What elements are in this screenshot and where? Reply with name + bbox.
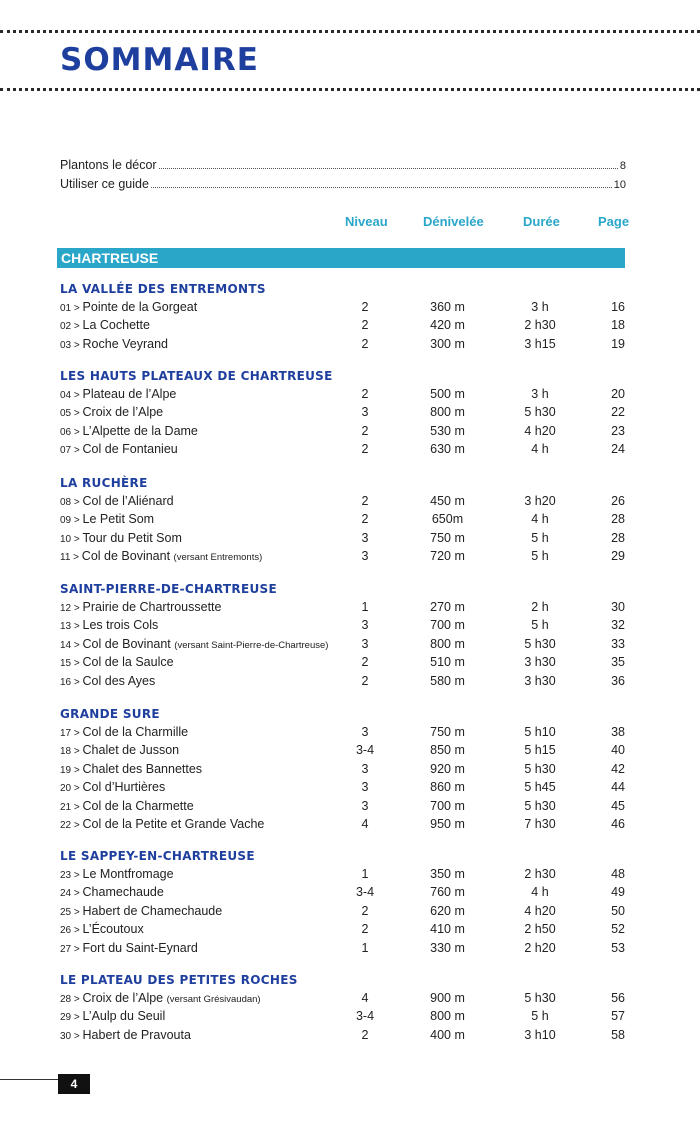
region-title: CHARTREUSE bbox=[61, 250, 159, 266]
hike-elevation: 580 m bbox=[430, 673, 465, 688]
hike-name-cell bbox=[60, 762, 202, 776]
hike-page: 20 bbox=[611, 387, 625, 401]
hike-name: Col des Ayes bbox=[82, 673, 156, 688]
hike-row[interactable] bbox=[0, 512, 700, 530]
hike-separator: > bbox=[71, 497, 83, 508]
hike-number: 13 bbox=[60, 621, 72, 633]
hike-elevation: 950 m bbox=[430, 817, 465, 831]
intro-entry-page: 10 bbox=[613, 179, 626, 191]
hike-row[interactable] bbox=[0, 867, 700, 885]
hike-level: 3 bbox=[361, 725, 369, 739]
intro-entry[interactable] bbox=[60, 158, 626, 172]
hike-level: 2 bbox=[361, 423, 369, 438]
hike-elevation: 530 m bbox=[430, 423, 465, 438]
hike-name-cell bbox=[60, 494, 174, 508]
hike-name: Col de la Petite et Grande Vache bbox=[82, 817, 265, 831]
hike-page: 56 bbox=[611, 991, 625, 1005]
hike-name-cell bbox=[60, 725, 188, 739]
hike-name-cell bbox=[60, 904, 222, 918]
hike-name-cell bbox=[60, 991, 261, 1005]
hike-number: 12 bbox=[60, 603, 72, 614]
hike-name-cell bbox=[60, 442, 178, 456]
hike-name: Croix de l’Alpe bbox=[82, 405, 164, 420]
hike-page: 49 bbox=[611, 885, 625, 900]
hike-level: 2 bbox=[361, 922, 369, 937]
hike-page: 33 bbox=[611, 636, 625, 651]
hike-name-cell bbox=[60, 817, 264, 831]
intro-entry-page: 8 bbox=[619, 160, 626, 172]
hike-duration: 7 h30 bbox=[524, 817, 556, 831]
hike-note: (versant Saint-Pierre-de-Chartreuse) bbox=[174, 639, 329, 651]
hike-name-cell bbox=[60, 655, 174, 669]
hike-number: 08 bbox=[60, 497, 72, 508]
hike-name-cell bbox=[60, 512, 154, 526]
hike-name: Col d’Hurtières bbox=[82, 780, 166, 795]
hike-number: 17 bbox=[60, 728, 72, 739]
hike-number: 15 bbox=[60, 658, 72, 670]
hike-duration: 5 h bbox=[531, 530, 549, 545]
footer-rule bbox=[0, 1079, 58, 1080]
hike-number: 19 bbox=[60, 764, 72, 776]
hike-level: 2 bbox=[361, 512, 369, 527]
hike-duration: 5 h15 bbox=[524, 743, 556, 758]
hike-name-cell bbox=[60, 531, 182, 545]
hike-duration: 5 h30 bbox=[524, 636, 556, 651]
hike-separator: > bbox=[71, 728, 83, 739]
hike-level: 3 bbox=[361, 530, 369, 545]
hike-number: 16 bbox=[60, 676, 72, 688]
hike-level: 2 bbox=[361, 903, 369, 918]
hike-row[interactable] bbox=[0, 442, 700, 460]
hike-row[interactable] bbox=[0, 1028, 700, 1046]
hike-row[interactable] bbox=[0, 725, 700, 743]
hike-name: L’Écoutoux bbox=[82, 922, 144, 937]
hike-row[interactable] bbox=[0, 762, 700, 780]
hike-page: 48 bbox=[611, 867, 625, 881]
hike-separator: > bbox=[71, 426, 83, 438]
hike-name: Col de la Charmille bbox=[82, 725, 189, 739]
hike-row[interactable] bbox=[0, 637, 700, 655]
hike-page: 53 bbox=[611, 940, 625, 955]
hike-duration: 5 h bbox=[531, 1009, 549, 1024]
hike-name-cell bbox=[60, 300, 197, 314]
section-title: LE PLATEAU DES PETITES ROCHES bbox=[60, 973, 298, 987]
hike-elevation: 350 m bbox=[430, 867, 465, 881]
hike-separator: > bbox=[71, 1012, 83, 1024]
hike-separator: > bbox=[71, 408, 83, 420]
hike-name: Tour du Petit Som bbox=[82, 530, 182, 545]
hike-separator: > bbox=[71, 303, 83, 314]
hike-elevation: 630 m bbox=[430, 442, 465, 457]
hike-separator: > bbox=[71, 994, 83, 1005]
hike-row[interactable] bbox=[0, 904, 700, 922]
hike-separator: > bbox=[71, 906, 83, 918]
hike-separator: > bbox=[71, 820, 83, 831]
hike-name-cell bbox=[60, 600, 221, 614]
hike-name: Col de la Charmette bbox=[82, 798, 194, 813]
hike-level: 2 bbox=[361, 1027, 369, 1042]
hike-number: 02 bbox=[60, 321, 72, 333]
hike-duration: 4 h20 bbox=[524, 903, 556, 918]
hike-separator: > bbox=[71, 533, 83, 545]
hike-level: 3-4 bbox=[355, 743, 375, 758]
hike-row[interactable] bbox=[0, 531, 700, 549]
hike-page: 29 bbox=[611, 549, 625, 564]
hike-name: L’Aulp du Seuil bbox=[82, 1009, 166, 1024]
hike-duration: 4 h bbox=[531, 885, 549, 900]
section-title: SAINT-PIERRE-DE-CHARTREUSE bbox=[60, 582, 277, 596]
hike-number: 21 bbox=[60, 801, 72, 813]
hike-page: 24 bbox=[611, 442, 625, 457]
hike-page: 28 bbox=[611, 530, 625, 545]
hike-row[interactable] bbox=[0, 300, 700, 318]
hike-elevation: 620 m bbox=[430, 903, 465, 918]
hike-duration: 2 h bbox=[531, 600, 549, 614]
hike-name: Col de Bovinant bbox=[81, 549, 171, 564]
hike-elevation: 650m bbox=[431, 512, 464, 527]
hike-name: Col de Fontanieu bbox=[82, 442, 178, 457]
hike-separator: > bbox=[71, 676, 83, 688]
hike-level: 3 bbox=[361, 549, 369, 564]
hike-row[interactable] bbox=[0, 674, 700, 692]
hike-name-cell bbox=[60, 867, 174, 881]
hike-level: 4 bbox=[361, 817, 369, 831]
hike-level: 2 bbox=[361, 442, 369, 457]
hike-separator: > bbox=[71, 1030, 83, 1042]
hike-name: Fort du Saint-Eynard bbox=[82, 940, 198, 955]
hike-row[interactable] bbox=[0, 780, 700, 798]
column-header-duration: Durée bbox=[523, 214, 560, 229]
hike-row[interactable] bbox=[0, 424, 700, 442]
hike-duration: 3 h30 bbox=[524, 655, 556, 670]
column-header-elevation: Dénivelée bbox=[423, 214, 484, 229]
hike-row[interactable] bbox=[0, 318, 700, 336]
section-title: LES HAUTS PLATEAUX DE CHARTREUSE bbox=[60, 369, 333, 383]
hike-separator: > bbox=[71, 603, 83, 614]
hike-name: Plateau de l’Alpe bbox=[82, 387, 177, 401]
hike-row[interactable] bbox=[0, 549, 700, 567]
hike-separator: > bbox=[71, 746, 83, 758]
hike-row[interactable] bbox=[0, 494, 700, 512]
hike-page: 58 bbox=[611, 1027, 625, 1042]
hike-page: 28 bbox=[611, 512, 625, 527]
hike-separator: > bbox=[71, 888, 83, 900]
page-title: SOMMAIRE bbox=[60, 42, 259, 78]
hike-name: Chalet de Jusson bbox=[82, 743, 180, 758]
hike-elevation: 450 m bbox=[430, 494, 465, 508]
hike-name-cell bbox=[60, 743, 179, 757]
section-title: LE SAPPEY-EN-CHARTREUSE bbox=[60, 849, 255, 863]
intro-entry-label: Utiliser ce guide bbox=[60, 177, 149, 191]
hike-separator: > bbox=[71, 783, 83, 795]
hike-name: La Cochette bbox=[82, 318, 150, 333]
hike-separator: > bbox=[71, 764, 83, 776]
hike-row[interactable] bbox=[0, 600, 700, 618]
hike-level: 2 bbox=[361, 655, 369, 670]
hike-elevation: 850 m bbox=[430, 743, 465, 758]
hike-duration: 4 h bbox=[531, 442, 549, 457]
hike-name-cell bbox=[60, 674, 155, 688]
hike-page: 18 bbox=[611, 318, 625, 333]
hike-row[interactable] bbox=[0, 991, 700, 1009]
hike-row[interactable] bbox=[0, 405, 700, 423]
hike-number: 03 bbox=[60, 339, 72, 351]
hike-page: 40 bbox=[611, 743, 625, 758]
hike-name-cell bbox=[60, 1009, 165, 1023]
hike-level: 2 bbox=[361, 300, 369, 314]
hike-number: 09 bbox=[60, 515, 72, 527]
hike-duration: 3 h20 bbox=[524, 494, 556, 508]
hike-name: Le Montfromage bbox=[82, 867, 174, 881]
hike-level: 3 bbox=[361, 636, 369, 651]
hike-elevation: 800 m bbox=[430, 1009, 465, 1024]
hike-name-cell bbox=[60, 780, 165, 794]
hike-name-cell bbox=[60, 337, 168, 351]
hike-page: 23 bbox=[611, 423, 625, 438]
hike-number: 30 bbox=[60, 1030, 72, 1042]
hike-name: L’Alpette de la Dame bbox=[82, 423, 198, 438]
hike-level: 3-4 bbox=[355, 885, 375, 900]
hike-name: Croix de l’Alpe bbox=[82, 991, 164, 1005]
hike-elevation: 420 m bbox=[430, 318, 465, 333]
hike-elevation: 920 m bbox=[430, 761, 465, 776]
hike-elevation: 400 m bbox=[430, 1027, 465, 1042]
hike-row[interactable] bbox=[0, 885, 700, 903]
hike-duration: 3 h10 bbox=[524, 1027, 556, 1042]
hike-separator: > bbox=[71, 801, 83, 813]
hike-elevation: 900 m bbox=[430, 991, 465, 1005]
hike-duration: 2 h50 bbox=[524, 922, 556, 937]
hike-name: Habert de Chamechaude bbox=[82, 903, 223, 918]
hike-elevation: 750 m bbox=[430, 725, 465, 739]
hike-elevation: 800 m bbox=[430, 636, 465, 651]
hike-row[interactable] bbox=[0, 1009, 700, 1027]
hike-number: 24 bbox=[60, 888, 72, 900]
hike-row[interactable] bbox=[0, 799, 700, 817]
hike-page: 32 bbox=[611, 618, 625, 633]
hike-number: 29 bbox=[60, 1012, 72, 1024]
hike-elevation: 410 m bbox=[430, 922, 465, 937]
hike-name-cell bbox=[60, 941, 198, 955]
hike-number: 22 bbox=[60, 820, 72, 831]
hike-elevation: 360 m bbox=[430, 300, 465, 314]
hike-separator: > bbox=[71, 390, 83, 401]
hike-level: 2 bbox=[361, 673, 369, 688]
hike-number: 23 bbox=[60, 870, 72, 881]
hike-name: Roche Veyrand bbox=[82, 336, 169, 351]
hike-name: Le Petit Som bbox=[82, 512, 155, 527]
hike-name-cell bbox=[60, 922, 144, 936]
hike-page: 44 bbox=[611, 780, 625, 795]
hike-level: 3 bbox=[361, 798, 369, 813]
hike-name: Prairie de Chartroussette bbox=[82, 600, 222, 614]
hike-page: 57 bbox=[611, 1009, 625, 1024]
hike-number: 07 bbox=[60, 445, 72, 457]
hike-name: Chamechaude bbox=[82, 885, 164, 900]
hike-number: 28 bbox=[60, 994, 72, 1005]
hike-level: 3 bbox=[361, 405, 369, 420]
hike-elevation: 700 m bbox=[430, 798, 465, 813]
section-title: LA VALLÉE DES ENTREMONTS bbox=[60, 282, 266, 296]
hike-level: 2 bbox=[361, 494, 369, 508]
dot-leader bbox=[159, 168, 618, 169]
hike-elevation: 800 m bbox=[430, 405, 465, 420]
hike-level: 2 bbox=[361, 318, 369, 333]
hike-name: Chalet des Bannettes bbox=[82, 761, 203, 776]
hike-name-cell bbox=[60, 318, 150, 332]
hike-elevation: 330 m bbox=[430, 940, 465, 955]
hike-name-cell bbox=[60, 637, 328, 651]
hike-row[interactable] bbox=[0, 655, 700, 673]
hike-name: Habert de Pravouta bbox=[82, 1027, 191, 1042]
hike-name-cell bbox=[60, 405, 163, 419]
hike-name-cell bbox=[60, 618, 158, 632]
hike-number: 18 bbox=[60, 746, 72, 758]
hike-level: 4 bbox=[361, 991, 369, 1005]
top-dotted-rule bbox=[0, 30, 700, 33]
hike-page: 52 bbox=[611, 922, 625, 937]
hike-number: 20 bbox=[60, 783, 72, 795]
hike-elevation: 720 m bbox=[430, 549, 465, 564]
hike-number: 27 bbox=[60, 943, 72, 955]
hike-name-cell bbox=[60, 424, 198, 438]
hike-level: 3-4 bbox=[355, 1009, 375, 1024]
hike-level: 3 bbox=[361, 618, 369, 633]
hike-duration: 5 h45 bbox=[524, 780, 556, 795]
hike-number: 10 bbox=[60, 533, 72, 545]
title-dotted-rule bbox=[0, 88, 700, 91]
hike-name: Col de la Saulce bbox=[82, 655, 174, 670]
hike-page: 26 bbox=[611, 494, 625, 508]
hike-number: 06 bbox=[60, 426, 72, 438]
hike-separator: > bbox=[71, 870, 83, 881]
page-number: 4 bbox=[58, 1074, 90, 1094]
hike-elevation: 270 m bbox=[430, 600, 465, 614]
hike-duration: 3 h bbox=[531, 300, 549, 314]
hike-page: 19 bbox=[611, 336, 625, 351]
hike-number: 25 bbox=[60, 906, 72, 918]
hike-duration: 3 h30 bbox=[524, 673, 556, 688]
hike-page: 42 bbox=[611, 761, 625, 776]
hike-separator: > bbox=[71, 445, 83, 457]
hike-name: Col de l’Aliénard bbox=[82, 494, 174, 508]
section-title: LA RUCHÈRE bbox=[60, 476, 148, 490]
hike-duration: 5 h30 bbox=[524, 991, 556, 1005]
hike-number: 11 bbox=[60, 552, 71, 564]
hike-page: 38 bbox=[611, 725, 625, 739]
hike-page: 36 bbox=[611, 673, 625, 688]
hike-separator: > bbox=[71, 515, 83, 527]
hike-elevation: 750 m bbox=[430, 530, 465, 545]
intro-entry-label: Plantons le décor bbox=[60, 158, 157, 172]
hike-number: 14 bbox=[60, 639, 72, 651]
hike-page: 22 bbox=[611, 405, 625, 420]
hike-duration: 5 h30 bbox=[524, 405, 556, 420]
column-header-page: Page bbox=[598, 214, 630, 229]
hike-level: 1 bbox=[361, 600, 369, 614]
hike-number: 04 bbox=[60, 390, 72, 401]
hike-separator: > bbox=[70, 552, 82, 564]
hike-elevation: 300 m bbox=[430, 336, 465, 351]
hike-level: 1 bbox=[361, 940, 369, 955]
section-title: GRANDE SURE bbox=[60, 707, 160, 721]
hike-elevation: 700 m bbox=[430, 618, 465, 633]
hike-page: 30 bbox=[611, 600, 625, 614]
hike-row[interactable] bbox=[0, 941, 700, 959]
hike-row[interactable] bbox=[0, 337, 700, 355]
hike-duration: 3 h15 bbox=[524, 336, 556, 351]
hike-row[interactable] bbox=[0, 817, 700, 835]
hike-page: 35 bbox=[611, 655, 625, 670]
hike-name: Les trois Cols bbox=[82, 618, 159, 633]
hike-name-cell bbox=[60, 387, 176, 401]
hike-name-cell bbox=[60, 549, 262, 563]
hike-duration: 3 h bbox=[531, 387, 549, 401]
hike-page: 16 bbox=[611, 300, 625, 314]
hike-duration: 4 h bbox=[531, 512, 549, 527]
hike-duration: 5 h30 bbox=[524, 761, 556, 776]
hike-number: 01 bbox=[60, 303, 72, 314]
hike-name-cell bbox=[60, 885, 164, 899]
hike-number: 26 bbox=[60, 925, 72, 937]
hike-level: 3 bbox=[361, 761, 369, 776]
hike-page: 50 bbox=[611, 903, 625, 918]
hike-level: 2 bbox=[361, 387, 369, 401]
hike-note: (versant Grésivaudan) bbox=[166, 994, 261, 1005]
intro-entry[interactable] bbox=[60, 177, 626, 191]
hike-page: 45 bbox=[611, 798, 625, 813]
hike-elevation: 500 m bbox=[430, 387, 465, 401]
hike-name-cell bbox=[60, 799, 194, 813]
hike-level: 3 bbox=[361, 780, 369, 795]
hike-duration: 2 h20 bbox=[524, 940, 556, 955]
hike-row[interactable] bbox=[0, 922, 700, 940]
hike-elevation: 510 m bbox=[430, 655, 465, 670]
hike-duration: 5 h10 bbox=[524, 725, 556, 739]
hike-level: 2 bbox=[361, 336, 369, 351]
hike-duration: 2 h30 bbox=[524, 867, 556, 881]
hike-name-cell bbox=[60, 1028, 191, 1042]
hike-number: 05 bbox=[60, 408, 72, 420]
hike-separator: > bbox=[71, 321, 83, 333]
hike-row[interactable] bbox=[0, 743, 700, 761]
hike-row[interactable] bbox=[0, 387, 700, 405]
hike-separator: > bbox=[71, 339, 83, 351]
region-banner bbox=[57, 248, 625, 268]
hike-separator: > bbox=[71, 639, 83, 651]
hike-page: 46 bbox=[611, 817, 625, 831]
hike-level: 1 bbox=[361, 867, 369, 881]
hike-separator: > bbox=[71, 925, 83, 937]
hike-duration: 5 h bbox=[531, 618, 549, 633]
hike-name: Pointe de la Gorgeat bbox=[82, 300, 198, 314]
hike-duration: 5 h30 bbox=[524, 798, 556, 813]
hike-duration: 2 h30 bbox=[524, 318, 556, 333]
hike-row[interactable] bbox=[0, 618, 700, 636]
hike-separator: > bbox=[71, 943, 83, 955]
hike-duration: 4 h20 bbox=[524, 423, 556, 438]
hike-elevation: 860 m bbox=[430, 780, 465, 795]
dot-leader bbox=[151, 187, 612, 188]
column-header-level: Niveau bbox=[345, 214, 388, 229]
hike-separator: > bbox=[71, 621, 83, 633]
hike-name: Col de Bovinant bbox=[82, 636, 171, 651]
hike-elevation: 760 m bbox=[430, 885, 465, 900]
hike-duration: 5 h bbox=[531, 549, 549, 564]
hike-separator: > bbox=[71, 658, 83, 670]
hike-note: (versant Entremonts) bbox=[173, 552, 263, 564]
